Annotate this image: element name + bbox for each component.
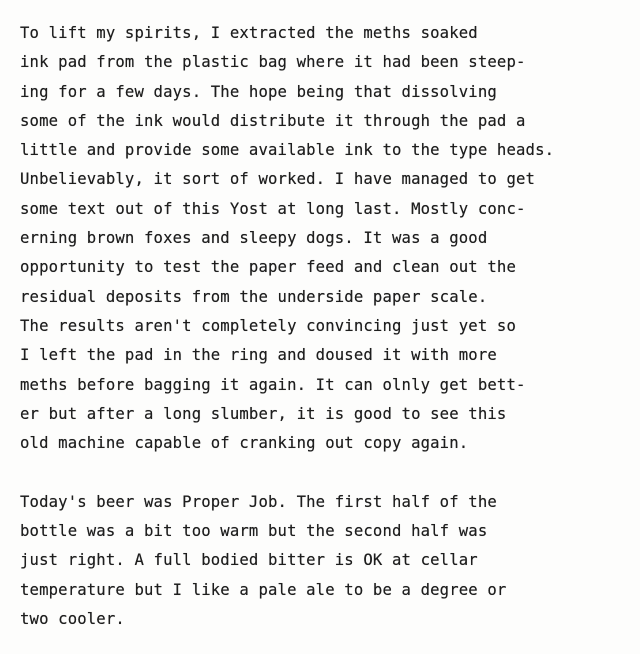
- text-line: some text out of this Yost at long last. Mostly conc-: [20, 199, 526, 218]
- text-line: To lift my spirits, I extracted the meths soaked: [20, 24, 478, 42]
- text-line: old machine capable of cranking out copy again.: [20, 434, 469, 453]
- typewritten-text: [20, 19, 554, 634]
- text-line: two cooler.: [20, 609, 125, 628]
- text-line: bottle was a bit too warm but the second half was: [20, 522, 488, 541]
- text-line: The results aren't completely convincing just yet so: [20, 316, 516, 335]
- text-line: some of the ink would distribute it through the pad a: [20, 111, 526, 130]
- text-line: Unbelievably, it sort of worked. I have managed to get: [20, 170, 536, 189]
- text-line: little and provide some available ink to the type heads.: [20, 141, 555, 160]
- text-line: opportunity to test the paper feed and clean out the: [20, 258, 516, 277]
- paragraph-1: [20, 19, 554, 458]
- text-line: er but after a long slumber, it is good to see this: [20, 404, 507, 423]
- text-line: ink pad from the plastic bag where it had been steep-: [20, 53, 526, 72]
- text-line: Today's beer was Proper Job. The first half of the: [20, 492, 497, 511]
- text-line: meths before bagging it again. It can olnly get bett-: [20, 375, 526, 394]
- text-line: just right. A full bodied bitter is OK at cellar: [20, 551, 478, 570]
- text-line: erning brown foxes and sleepy dogs. It was a good: [20, 229, 488, 248]
- paragraph-2: [20, 488, 554, 634]
- text-line: residual deposits from the underside paper scale.: [20, 287, 488, 306]
- text-line: ing for a few days. The hope being that dissolving: [20, 82, 497, 101]
- text-line: temperature but I like a pale ale to be a degree or: [20, 580, 507, 599]
- text-line: I left the pad in the ring and doused it with more: [20, 346, 497, 365]
- paragraph-gap: [20, 458, 554, 487]
